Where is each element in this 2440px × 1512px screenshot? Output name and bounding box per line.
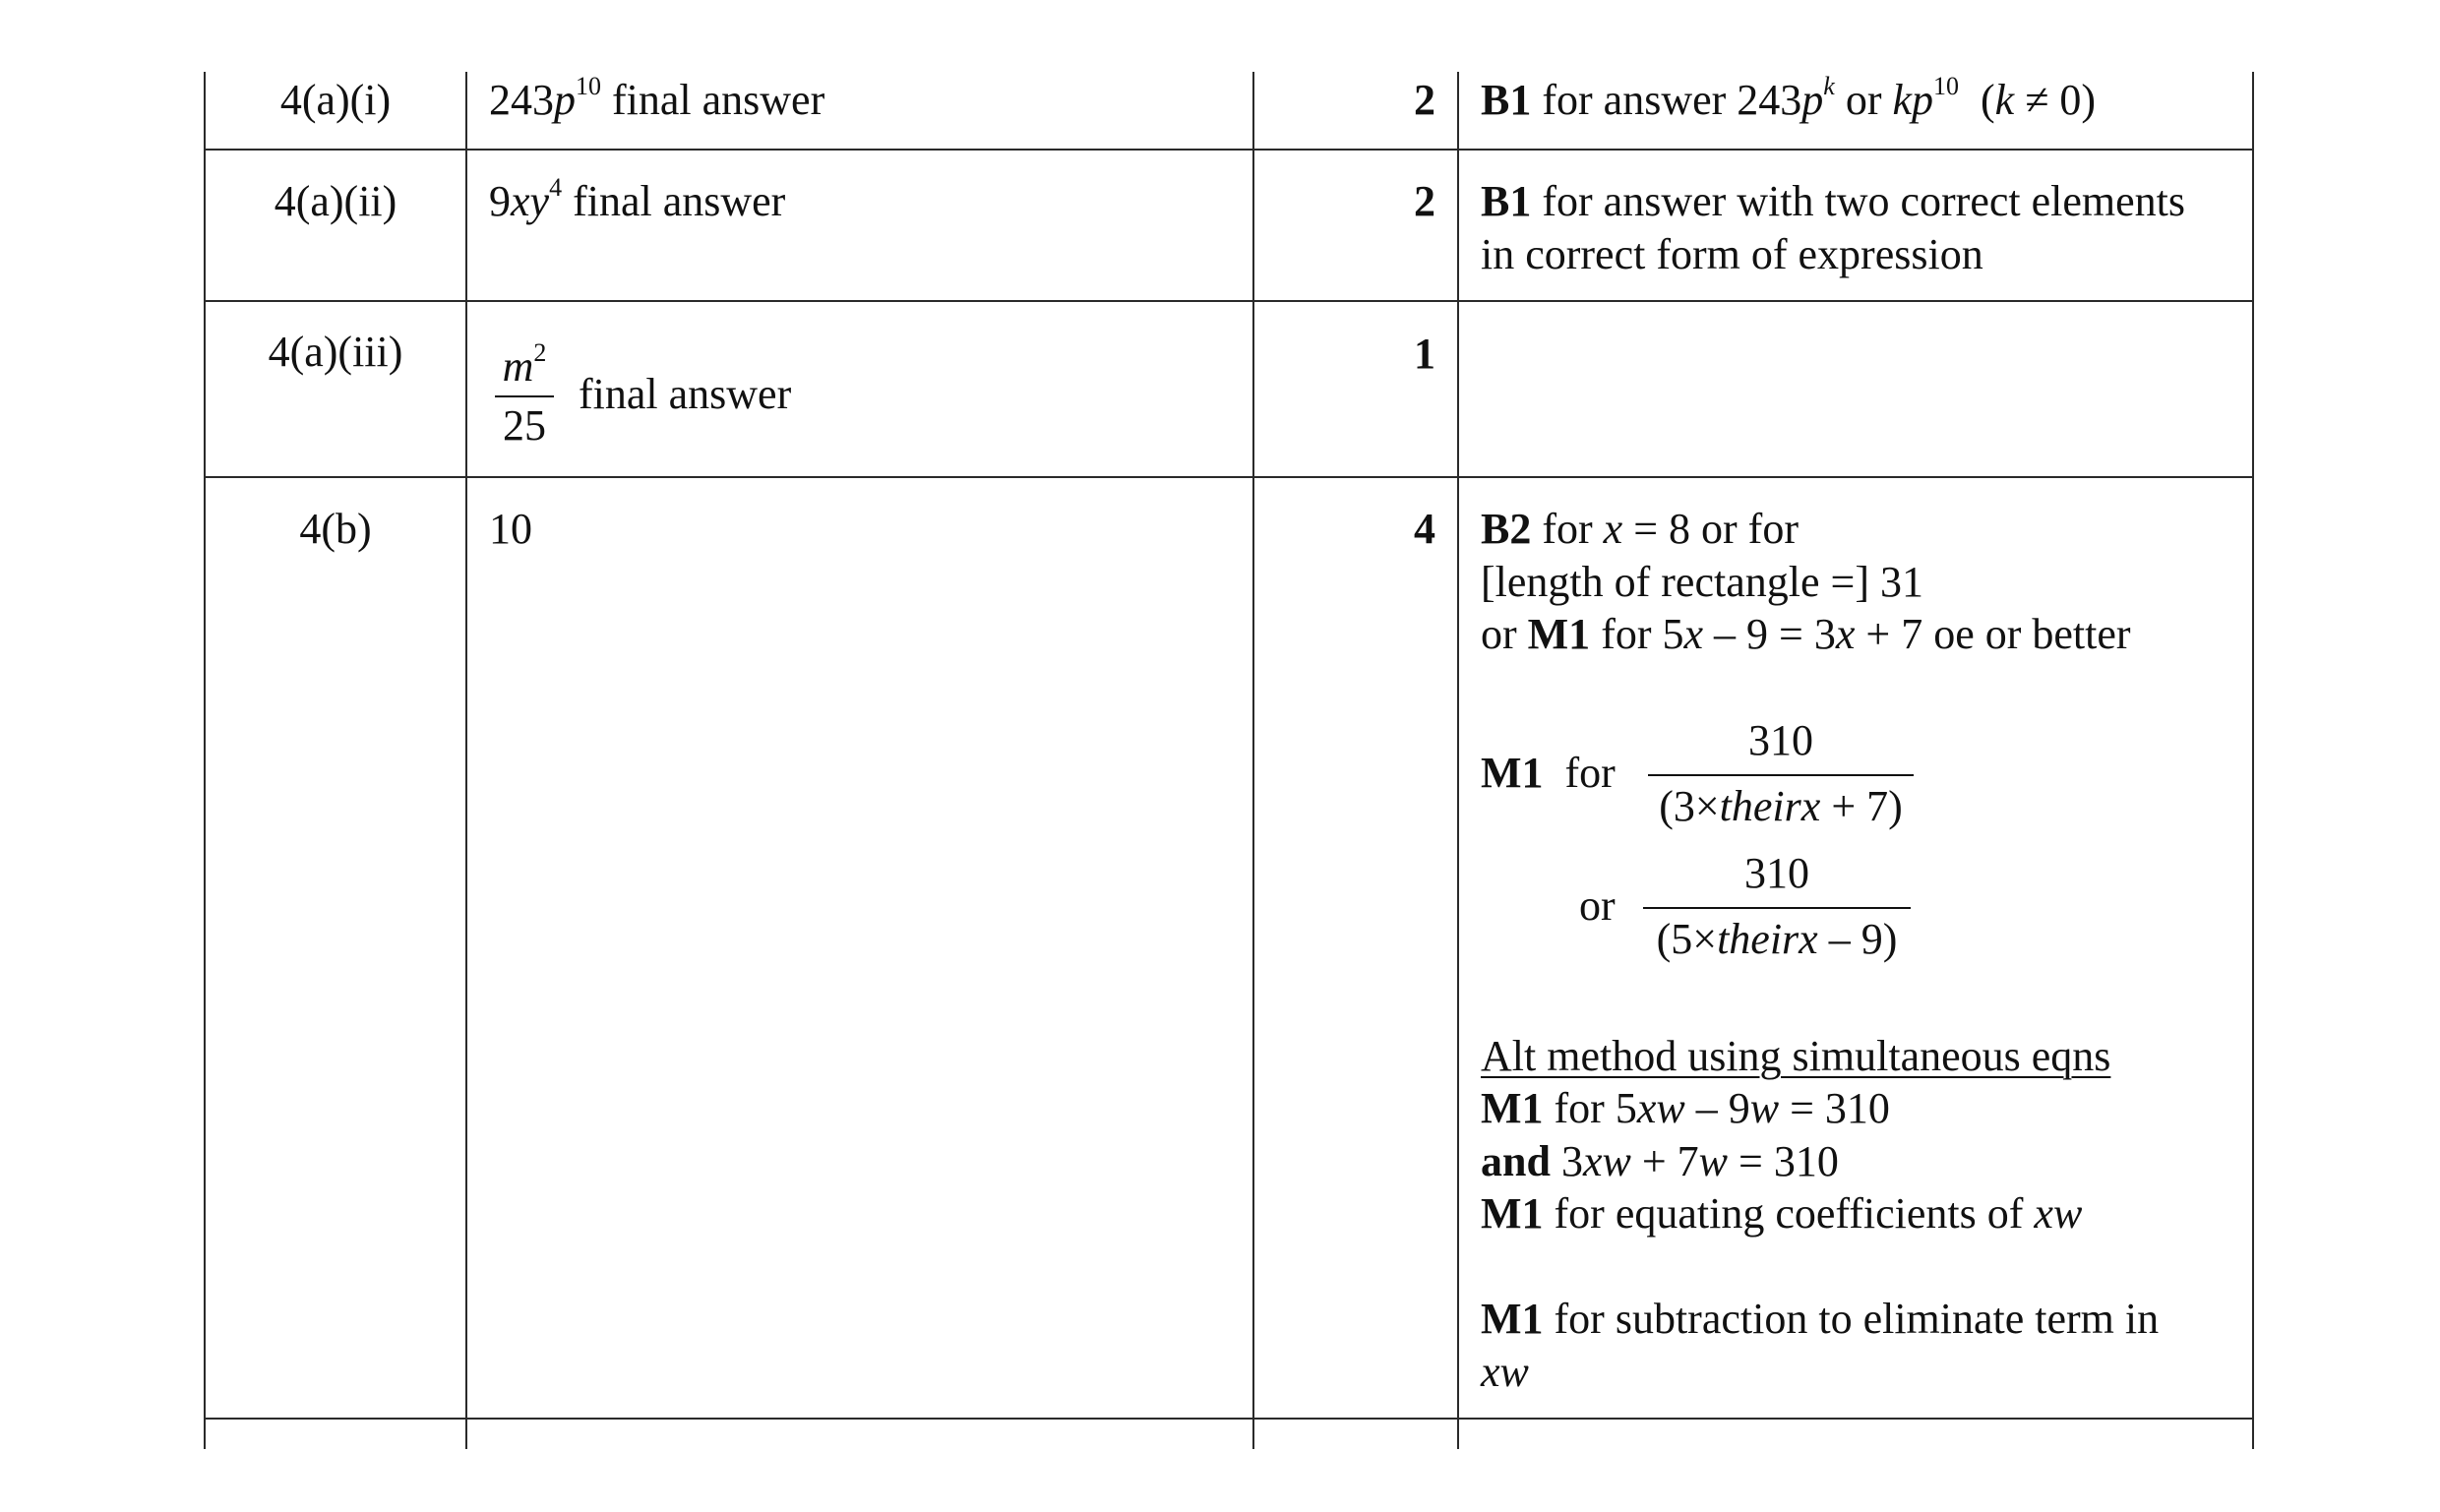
answer-label: final answer (612, 76, 825, 124)
column-divider-notes (1457, 72, 1459, 1449)
partial-marks-note: B1 for answer with two correct elements (1481, 177, 2185, 225)
question-number: 4(a)(ii) (274, 177, 397, 225)
alt-method-heading: Alt method using simultaneous eqns (1481, 1032, 2111, 1080)
column-divider-marks (1252, 72, 1254, 1449)
table-border-right (2252, 72, 2254, 1449)
row-divider (205, 300, 2254, 302)
row-divider (205, 1418, 2254, 1420)
note-or: or (1579, 881, 1616, 930)
answer-variable: p (554, 76, 576, 124)
question-number: 4(b) (299, 505, 372, 553)
fraction-310-over-5x-minus-9: 310 (5×theirx – 9) (1643, 847, 1911, 975)
answer-fraction: $m^2$ 25 (495, 340, 554, 458)
question-number: 4(a)(iii) (268, 328, 403, 376)
partial-marks-note: B1 for answer $243p^k$ or $kp^{10}$ (k ≠ 0) (1481, 72, 2097, 124)
answer-exponent: 10 (576, 72, 601, 100)
alt-method-line3: M1 for equating coefficients of xw (1481, 1189, 2083, 1238)
mark-value: 4 (1414, 505, 1435, 553)
mark-value: 2 (1414, 177, 1435, 225)
alt-method-line1: M1 for 5xw – 9w = 310 (1481, 1084, 1890, 1132)
answer-cell: $9xy^4$ final answer (489, 173, 786, 225)
mark-value: 2 (1414, 76, 1435, 124)
note-m1-label: M1 for (1481, 749, 1616, 797)
column-divider-answer (465, 72, 467, 1449)
fraction-310-over-3x-plus-7: 310 (3×theirx + 7) (1648, 714, 1914, 842)
table-border-left (204, 72, 206, 1449)
alt-method-line4-cont: xw (1481, 1348, 1529, 1396)
row-divider (205, 149, 2254, 151)
question-number: 4(a)(i) (279, 76, 392, 124)
answer-cell (489, 74, 824, 133)
alt-method-line2: and 3xw + 7w = 310 (1481, 1137, 1839, 1185)
note-b2-line3: or M1 for 5x – 9 = 3x + 7 oe or better (1481, 610, 2131, 658)
note-b2: B2 for x = 8 or for (1481, 505, 1799, 553)
partial-marks-note-line2: in correct form of expression (1481, 230, 1983, 278)
row-divider (205, 476, 2254, 478)
answer-value: 10 (489, 505, 532, 553)
alt-method-line4: M1 for subtraction to eliminate term in (1481, 1295, 2160, 1343)
mark-value: 1 (1414, 330, 1435, 378)
note-b2-line2: [length of rectangle =] 31 (1481, 558, 1923, 606)
answer-label: final answer (579, 370, 792, 418)
answer-value: 243 (489, 76, 554, 124)
